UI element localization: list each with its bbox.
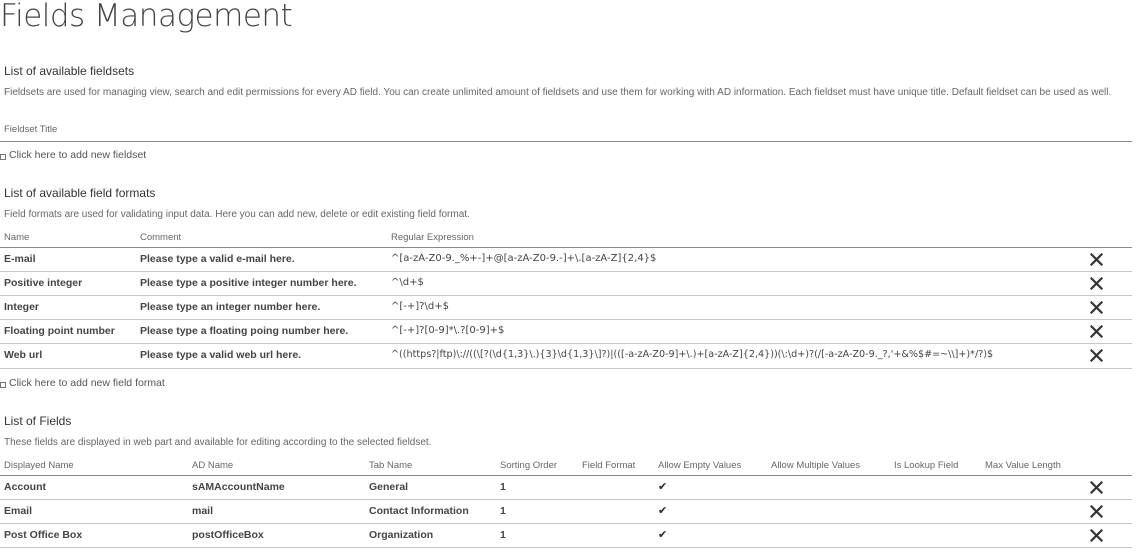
formats-name-column-header: Name xyxy=(4,232,30,243)
fieldsets-description: Fieldsets are used for managing view, search and edit permissions for every AD field. You can create unlimited amount of fieldsets and use them for working with AD information. Each fieldset must have unique title. Default fieldset can be used as well. xyxy=(4,87,1112,98)
delete-x-icon[interactable] xyxy=(1090,505,1104,519)
format-regex: ^((https?|ftp)\://((\[?(\d{1,3}\.){3}\d{1,3}\]?)|(([-a-zA-Z0-9]+\.)+[a-zA-Z]{2,4}))(\:\d+)?(/[-a-zA-Z0-9._?,'+&%$#=~\\]+)*/?)$ xyxy=(391,349,994,360)
fields-tab-name-header: Tab Name xyxy=(369,460,413,471)
field-ad-name: mail xyxy=(192,505,214,517)
fields-description: These fields are displayed in web part and available for editing according to the selected fieldset. xyxy=(4,437,432,448)
delete-x-icon[interactable] xyxy=(1090,349,1104,363)
row-divider xyxy=(0,295,1132,296)
format-regex: ^[-+]?[0-9]*\.?[0-9]+$ xyxy=(391,325,505,336)
row-divider xyxy=(0,343,1132,344)
delete-x-icon[interactable] xyxy=(1090,529,1104,543)
add-field-format-label: Click here to add new field format xyxy=(9,377,165,389)
fields-allow-multiple-header: Allow Multiple Values xyxy=(771,460,861,471)
field-tab-name: Organization xyxy=(369,529,434,541)
field-sorting-order: 1 xyxy=(500,529,506,541)
field-ad-name: sAMAccountName xyxy=(192,481,285,493)
fields-field-format-header: Field Format xyxy=(582,460,636,471)
fields-allow-empty-header: Allow Empty Values xyxy=(658,460,742,471)
format-regex: ^[-+]?\d+$ xyxy=(391,301,449,312)
fields-section-title: List of Fields xyxy=(4,414,72,428)
field-displayed-name: Account xyxy=(4,481,46,493)
fieldsets-section-title: List of available fieldsets xyxy=(4,64,135,78)
format-comment: Please type an integer number here. xyxy=(140,301,321,313)
check-icon: ✔ xyxy=(658,505,668,517)
check-icon: ✔ xyxy=(658,529,668,541)
format-name: Integer xyxy=(4,301,40,313)
formats-comment-column-header: Comment xyxy=(140,232,182,243)
format-name: Positive integer xyxy=(4,277,83,289)
field-displayed-name: Post Office Box xyxy=(4,529,83,541)
fields-sorting-order-header: Sorting Order xyxy=(500,460,558,471)
fieldsets-header-divider xyxy=(0,141,1132,142)
format-name: E-mail xyxy=(4,253,36,265)
delete-x-icon[interactable] xyxy=(1090,325,1104,339)
row-divider xyxy=(0,523,1132,524)
fields-is-lookup-header: Is Lookup Field xyxy=(894,460,959,471)
fields-max-length-header: Max Value Length xyxy=(985,460,1061,471)
fields-header-divider xyxy=(0,475,1132,476)
fields-displayed-name-header: Displayed Name xyxy=(4,460,74,471)
fieldset-title-column-header: Fieldset Title xyxy=(4,124,58,135)
check-icon: ✔ xyxy=(658,481,668,493)
field-tab-name: General xyxy=(369,481,409,493)
field-sorting-order: 1 xyxy=(500,505,506,517)
page-title: Fields Management xyxy=(0,0,293,34)
field-sorting-order: 1 xyxy=(500,481,506,493)
formats-header-divider xyxy=(0,247,1132,248)
format-comment: Please type a positive integer number here. xyxy=(140,277,357,289)
row-divider xyxy=(0,547,1132,548)
format-comment: Please type a valid e-mail here. xyxy=(140,253,295,265)
format-name: Web url xyxy=(4,349,43,361)
delete-x-icon[interactable] xyxy=(1090,301,1104,315)
delete-x-icon[interactable] xyxy=(1090,481,1104,495)
field-ad-name: postOfficeBox xyxy=(192,529,264,541)
add-square-icon xyxy=(0,382,6,388)
row-divider xyxy=(0,499,1132,500)
delete-x-icon[interactable] xyxy=(1090,277,1104,291)
format-regex: ^[a-zA-Z0-9._%+-]+@[a-zA-Z0-9.-]+\.[a-zA-Z]{2,4}$ xyxy=(391,253,657,264)
add-field-format-link[interactable] xyxy=(0,377,165,389)
format-name: Floating point number xyxy=(4,325,115,337)
row-divider xyxy=(0,319,1132,320)
formats-regex-column-header: Regular Expression xyxy=(391,232,474,243)
add-fieldset-link[interactable] xyxy=(0,149,146,161)
formats-section-title: List of available field formats xyxy=(4,186,156,200)
format-comment: Please type a floating poing number here. xyxy=(140,325,349,337)
formats-description: Field formats are used for validating input data. Here you can add new, delete or edit existing field format. xyxy=(4,209,470,220)
add-square-icon xyxy=(0,154,6,160)
row-divider xyxy=(0,271,1132,272)
field-tab-name: Contact Information xyxy=(369,505,469,517)
row-divider xyxy=(0,368,1132,369)
fields-ad-name-header: AD Name xyxy=(192,460,234,471)
field-displayed-name: Email xyxy=(4,505,33,517)
delete-x-icon[interactable] xyxy=(1090,253,1104,267)
format-comment: Please type a valid web url here. xyxy=(140,349,302,361)
format-regex: ^\d+$ xyxy=(391,277,424,288)
add-fieldset-label: Click here to add new fieldset xyxy=(9,149,147,161)
